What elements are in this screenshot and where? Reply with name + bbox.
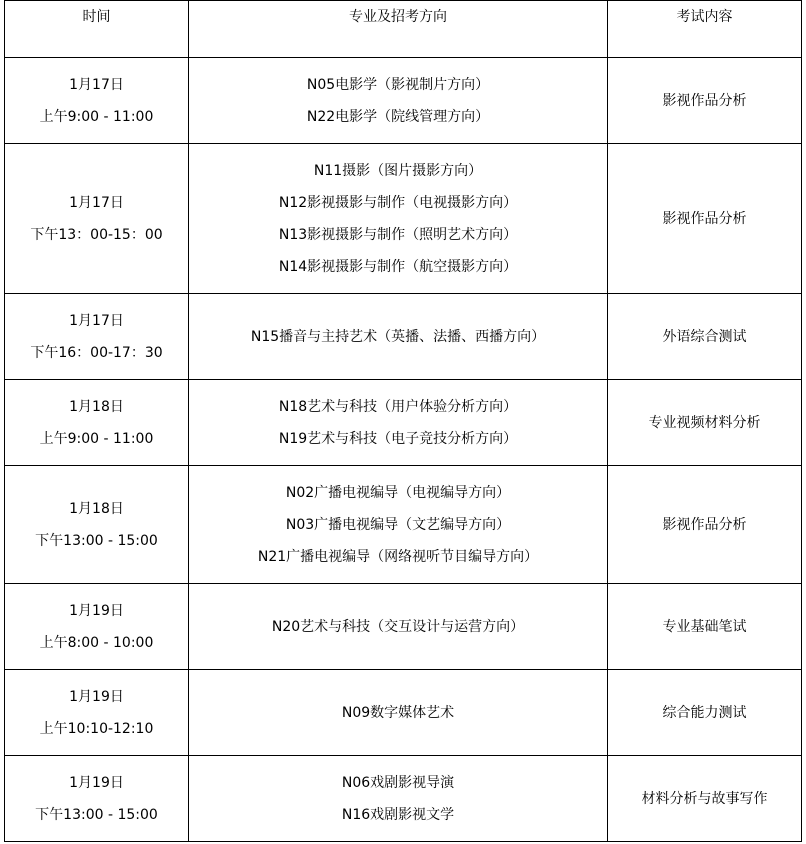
major-item: N15播音与主持艺术（英播、法播、西播方向） — [250, 328, 546, 345]
major-item: N11摄影（图片摄影方向） — [313, 162, 483, 179]
time-cell — [5, 584, 189, 670]
table-row — [5, 294, 802, 380]
time-range-text: 上午9:00 - 11:00 — [39, 430, 154, 447]
time-cell — [5, 58, 189, 144]
majors-cell — [189, 466, 608, 584]
table-header-row — [5, 1, 802, 58]
major-item: N05电影学（影视制片方向） — [306, 76, 490, 93]
date-text: 1月17日 — [69, 194, 124, 211]
time-cell — [5, 670, 189, 756]
content-cell: 综合能力测试 — [608, 670, 802, 756]
content-cell: 材料分析与故事写作 — [608, 756, 802, 842]
date-text: 1月19日 — [69, 688, 124, 705]
time-range-text: 上午8:00 - 10:00 — [39, 634, 154, 651]
table-row — [5, 58, 802, 144]
time-cell — [5, 294, 189, 380]
content-cell: 专业基础笔试 — [608, 584, 802, 670]
content-cell: 影视作品分析 — [608, 144, 802, 294]
table-row — [5, 466, 802, 584]
date-text: 1月19日 — [69, 602, 124, 619]
content-cell: 外语综合测试 — [608, 294, 802, 380]
header-content: 考试内容 — [608, 1, 802, 58]
majors-cell — [189, 380, 608, 466]
exam-schedule-table — [4, 0, 802, 842]
major-item: N14影视摄影与制作（航空摄影方向） — [278, 258, 518, 275]
majors-cell — [189, 294, 608, 380]
major-item: N18艺术与科技（用户体验分析方向） — [278, 398, 518, 415]
content-cell: 专业视频材料分析 — [608, 380, 802, 466]
majors-cell — [189, 584, 608, 670]
header-time: 时间 — [5, 1, 189, 58]
time-cell — [5, 144, 189, 294]
date-text: 1月19日 — [69, 774, 124, 791]
majors-cell — [189, 670, 608, 756]
major-item: N03广播电视编导（文艺编导方向） — [285, 516, 511, 533]
time-range-text: 上午9:00 - 11:00 — [39, 108, 154, 125]
major-item: N19艺术与科技（电子竞技分析方向） — [278, 430, 518, 447]
table-row — [5, 670, 802, 756]
major-item: N12影视摄影与制作（电视摄影方向） — [278, 194, 518, 211]
time-cell — [5, 756, 189, 842]
content-cell: 影视作品分析 — [608, 58, 802, 144]
majors-cell — [189, 756, 608, 842]
major-item: N06戏剧影视导演 — [341, 774, 455, 791]
major-item: N22电影学（院线管理方向） — [306, 108, 490, 125]
major-item: N21广播电视编导（网络视听节目编导方向） — [257, 548, 539, 565]
major-item: N13影视摄影与制作（照明艺术方向） — [278, 226, 518, 243]
date-text: 1月18日 — [69, 398, 124, 415]
major-item: N16戏剧影视文学 — [341, 806, 455, 823]
time-range-text: 下午13:00 - 15:00 — [35, 532, 158, 549]
date-text: 1月17日 — [69, 76, 124, 93]
date-text: 1月17日 — [69, 312, 124, 329]
time-range-text: 上午10:10-12:10 — [39, 720, 154, 737]
time-range-text: 下午13:00 - 15:00 — [35, 806, 158, 823]
major-item: N02广播电视编导（电视编导方向） — [285, 484, 511, 501]
major-item: N09数字媒体艺术 — [341, 704, 455, 721]
table-row — [5, 756, 802, 842]
table-row — [5, 380, 802, 466]
majors-cell — [189, 144, 608, 294]
header-majors: 专业及招考方向 — [189, 1, 608, 58]
majors-cell — [189, 58, 608, 144]
content-cell: 影视作品分析 — [608, 466, 802, 584]
time-cell — [5, 380, 189, 466]
major-item: N20艺术与科技（交互设计与运营方向） — [271, 618, 525, 635]
table-row — [5, 144, 802, 294]
time-range-text: 下午16：00-17：30 — [30, 344, 163, 361]
time-range-text: 下午13：00-15：00 — [30, 226, 163, 243]
date-text: 1月18日 — [69, 500, 124, 517]
table-row — [5, 584, 802, 670]
time-cell — [5, 466, 189, 584]
